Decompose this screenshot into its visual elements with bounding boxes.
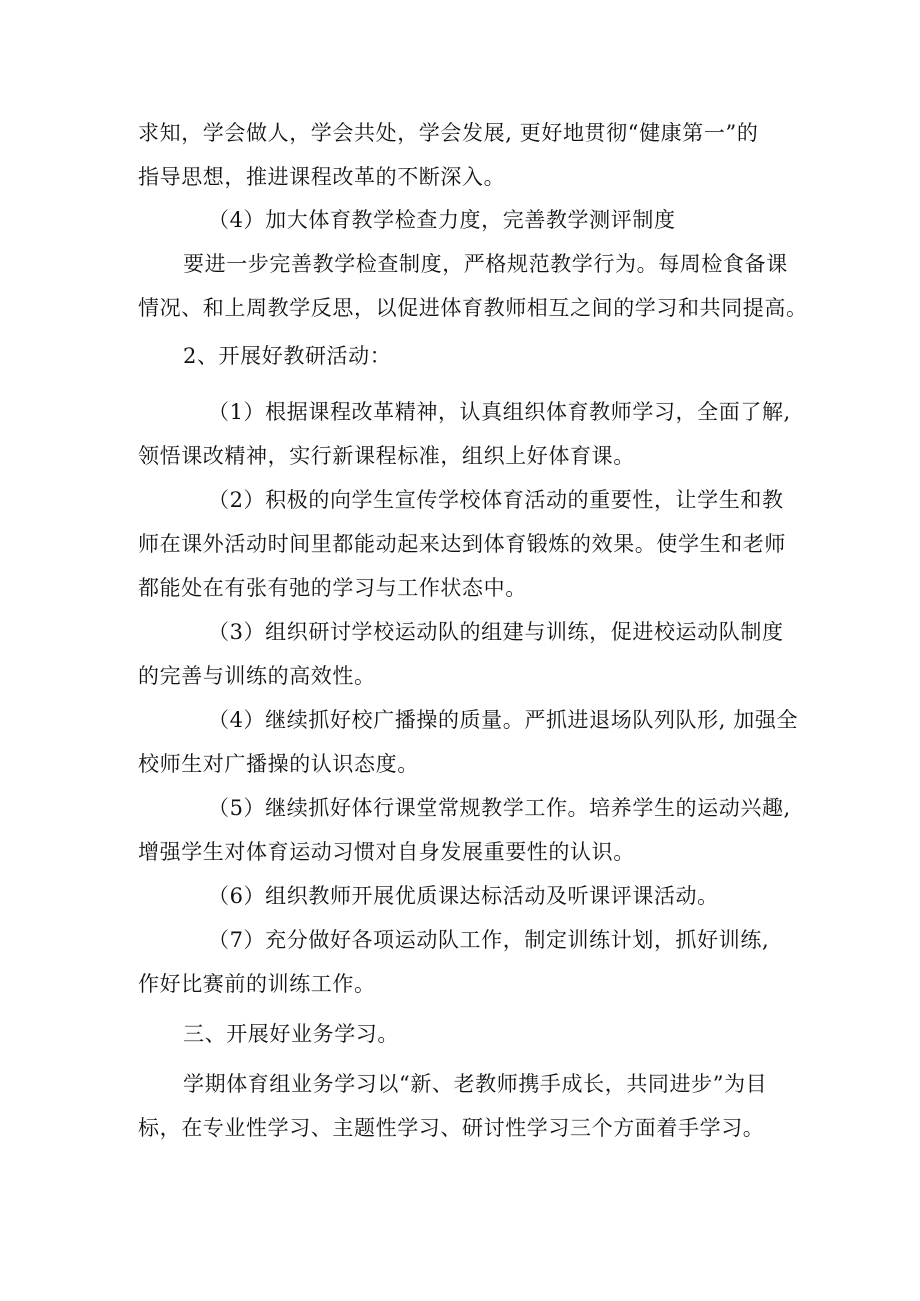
list-item-continuation: 作好比赛前的训练工作。	[138, 972, 376, 996]
section-heading: （4）加大体育教学检查力度，完善教学测评制度	[208, 208, 676, 232]
list-item-continuation: 的完善与训练的高效性。	[138, 664, 376, 688]
list-item: （6）组织教师开展优质课达标活动及听课评课活动。	[208, 884, 719, 908]
section-heading: 2、开展好教研活动：	[183, 344, 392, 368]
list-item-continuation: 领悟课改精神，实行新课程标准，组织上好体育课。	[138, 444, 635, 468]
paragraph-line: 标，在专业性学习、主题性学习、研讨性学习三个方面着手学习。	[138, 1116, 765, 1140]
list-item-continuation: 都能处在有张有弛的学习与工作状态中。	[138, 576, 527, 600]
paragraph-line: 要进一步完善教学检查制度，严格规范教学行为。每周检食备课	[183, 252, 788, 276]
list-item-continuation: 师在课外活动时间里都能动起来达到体育锻炼的效果。使学生和老师	[138, 532, 786, 556]
list-item: （4）继续抓好校广播操的质量。严抓进退场队列队形, 加强全	[208, 708, 799, 732]
paragraph-line: 情况、和上周教学反思，以促进体育教师相互之间的学习和共同提高。	[138, 296, 808, 320]
list-item: （1）根据课程改革精神，认真组织体育教师学习，全面了解,	[208, 400, 791, 424]
paragraph-line: 指导思想，推进课程改革的不断深入。	[138, 165, 506, 189]
list-item-continuation: 校师生对广播操的认识态度。	[138, 752, 419, 776]
list-item: （7）充分做好各项运动队工作，制定训练计划，抓好训练,	[208, 928, 770, 952]
list-item: （5）继续抓好体行课堂常规教学工作。培养学生的运动兴趣,	[208, 796, 791, 820]
section-heading: 三、开展好业务学习。	[183, 1022, 399, 1046]
paragraph-line: 学期体育组业务学习以“新、老教师携手成长，共同进步”为目	[183, 1072, 768, 1096]
list-item: （2）积极的向学生宣传学校体育活动的重要性，让学生和教	[208, 488, 784, 512]
list-item: （3）组织研讨学校运动队的组建与训练，促进校运动队制度	[208, 620, 784, 644]
list-item-continuation: 增强学生对体育运动习惯对自身发展重要性的认识。	[138, 840, 635, 864]
paragraph-line: 求知，学会做人，学会共处，学会发展, 更好地贯彻“健康第一”的	[138, 121, 759, 145]
